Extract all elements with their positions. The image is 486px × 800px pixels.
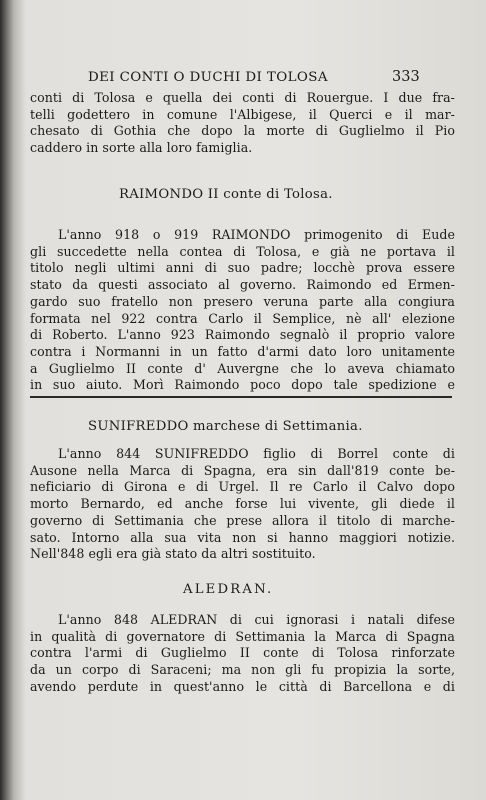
text-line: formata nel 922 contra Carlo il Semplice, nè all' elezione <box>30 310 455 326</box>
text-line: di Roberto. L'anno 923 Raimondo segnalò il proprio valore <box>30 327 455 343</box>
text-line: sato. Intorno alla sua vita non si hanno maggiori notizie. <box>30 529 455 545</box>
text-line: telli godettero in comune l'Albigese, il Querci e il mar- <box>30 106 455 122</box>
page-number: 333 <box>392 69 420 85</box>
text-line: Nell'848 egli era già stato da altri sostituito. <box>30 546 316 562</box>
text-line: gli succedette nella contea di Tolosa, e già ne portava il <box>30 243 455 259</box>
paragraph-raimondo <box>30 227 455 394</box>
text-line: in qualità di governatore di Settimania la Marca di Spagna <box>30 628 455 644</box>
text-line: chesato di Gothia che dopo la morte di Guglielmo il Pio <box>30 123 455 139</box>
section-divider <box>30 396 452 398</box>
text-line: L'anno 848 ALEDRAN di cui ignorasi i natali difese <box>58 612 455 627</box>
paragraph-aledran <box>30 612 455 696</box>
text-line: governo di Settimania che prese allora il titolo di marche- <box>30 512 455 528</box>
text-line: neficiario di Girona e di Urgel. Il re Carlo il Calvo dopo <box>30 479 455 495</box>
intro-paragraph <box>30 90 455 157</box>
section-heading-aledran: ALEDRAN. <box>183 582 274 597</box>
text-line: avendo perdute in quest'anno le città di Barcellona e di <box>30 678 455 694</box>
text-line: L'anno 844 SUNIFREDDO figlio di Borrel conte di <box>58 446 455 461</box>
text-line: Ausone nella Marca di Spagna, era sin dall'819 conte be- <box>30 462 455 478</box>
text-line: in suo aiuto. Morì Raimondo poco dopo tale spedizione e <box>30 377 455 393</box>
text-line: titolo negli ultimi anni di suo padre; locchè prova essere <box>30 260 455 276</box>
text-line: contra l'armi di Guglielmo II conte di Tolosa rinforzate <box>30 645 455 661</box>
paragraph-sunifreddo <box>30 446 455 563</box>
text-line: morto Bernardo, ed anche forse lui vivente, gli diede il <box>30 496 455 512</box>
section-heading-sunifreddo: SUNIFREDDO marchese di Settimania. <box>88 419 363 434</box>
text-line: stato da questi associato al governo. Raimondo ed Ermen- <box>30 277 455 293</box>
text-line: a Guglielmo II conte d' Auvergne che lo aveva chiamato <box>30 360 455 376</box>
running-title: DEI CONTI O DUCHI DI TOLOSA <box>88 70 328 85</box>
text-line: da un corpo di Saraceni; ma non gli fu propizia la sorte, <box>30 662 455 678</box>
text-line: L'anno 918 o 919 RAIMONDO primogenito di Eude <box>58 227 455 242</box>
text-line: gardo suo fratello non presero veruna parte alla congiura <box>30 293 455 309</box>
text-line: contra i Normanni in un fatto d'armi dato loro unitamente <box>30 343 455 359</box>
text-line: conti di Tolosa e quella dei conti di Rouergue. I due fra- <box>30 90 455 105</box>
text-line: caddero in sorte alla loro famiglia. <box>30 140 253 156</box>
section-heading-raimondo: RAIMONDO II conte di Tolosa. <box>119 187 333 202</box>
